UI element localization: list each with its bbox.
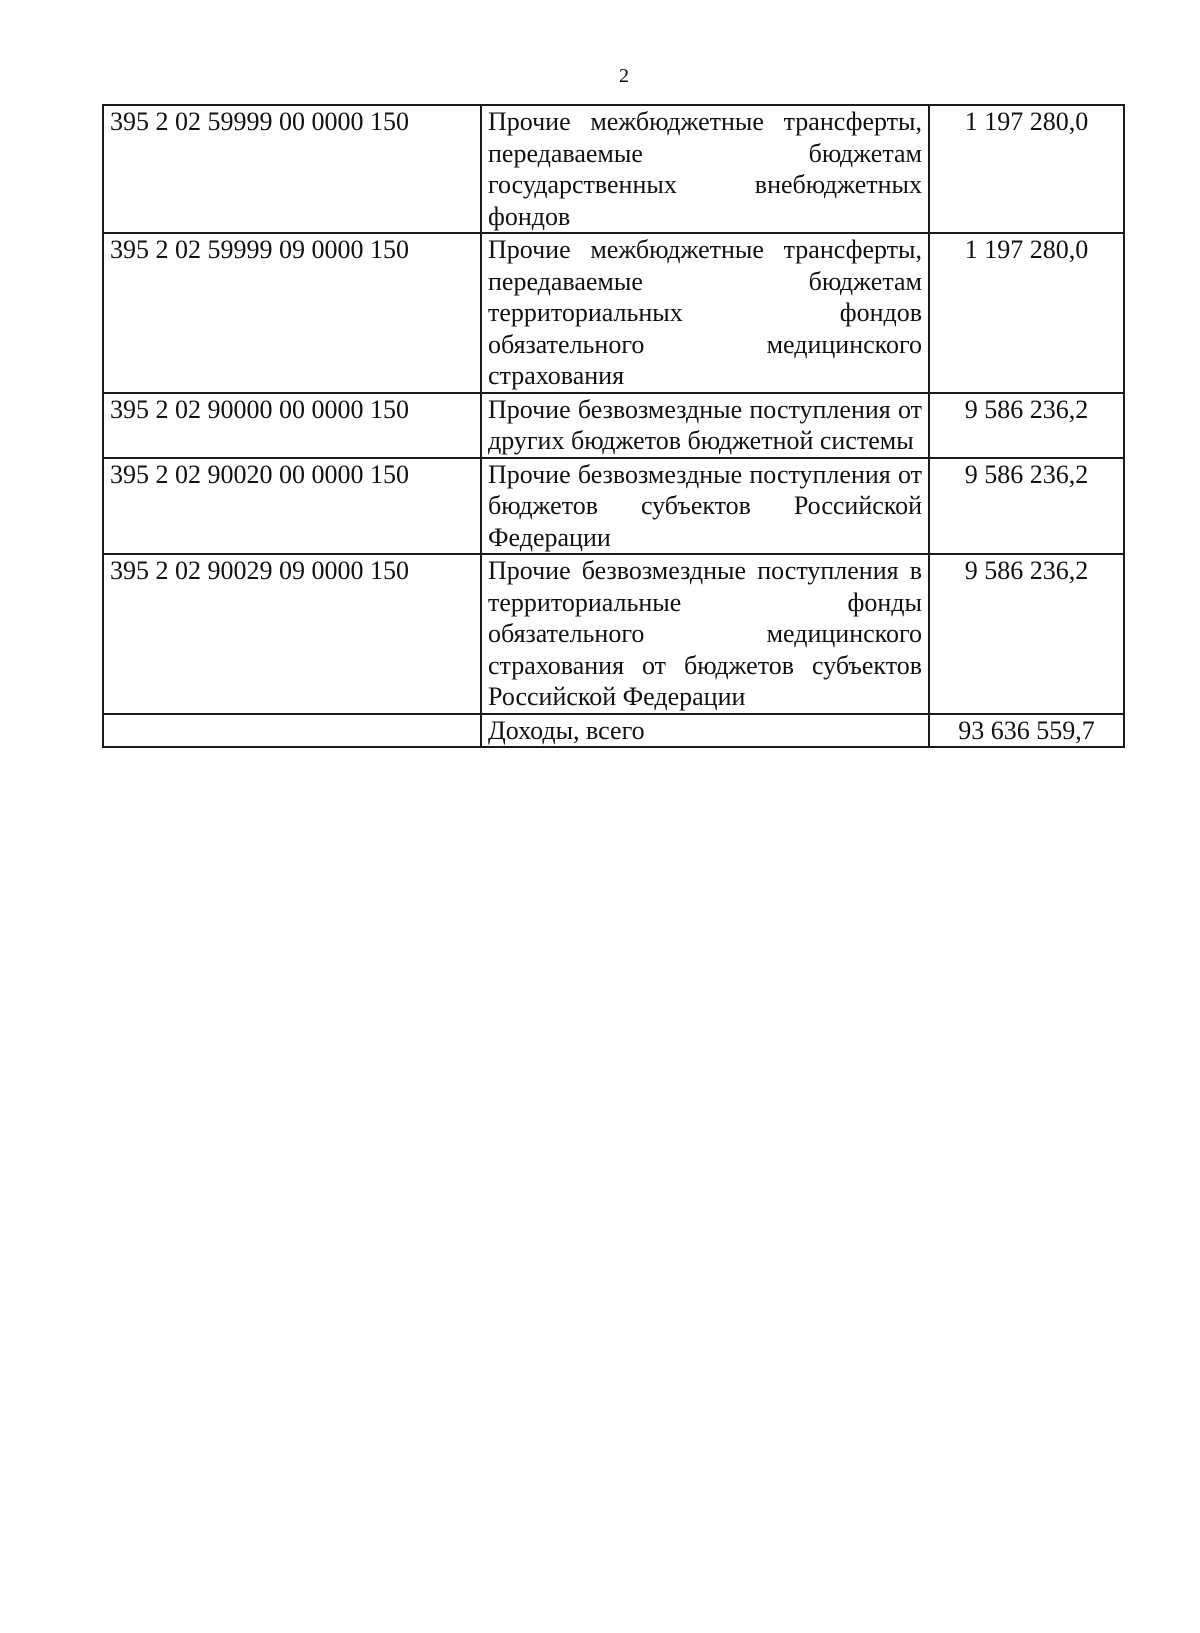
total-row — [103, 714, 1124, 748]
revenue-name-cell: Прочие безвозмездные поступления от других бюджетов бюджетной системы — [481, 393, 929, 458]
table-row — [103, 233, 1124, 393]
total-code-cell — [103, 714, 481, 748]
amount-cell: 9 586 236,2 — [929, 393, 1124, 458]
budget-code-cell: 395 2 02 59999 00 0000 150 — [103, 105, 481, 233]
amount-cell: 9 586 236,2 — [929, 458, 1124, 555]
total-label-cell: Доходы, всего — [481, 714, 929, 748]
amount-cell: 1 197 280,0 — [929, 105, 1124, 233]
revenue-name-cell: Прочие межбюджетные трансферты, передаваемые бюджетам государственных внебюджетных фондов — [481, 105, 929, 233]
revenue-name-cell: Прочие межбюджетные трансферты, передаваемые бюджетам территориальных фондов обязательного медицинского страхования — [481, 233, 929, 393]
amount-cell: 9 586 236,2 — [929, 554, 1124, 714]
table-row — [103, 458, 1124, 555]
revenue-table — [102, 104, 1125, 748]
budget-code-cell: 395 2 02 90020 00 0000 150 — [103, 458, 481, 555]
budget-code-cell: 395 2 02 59999 09 0000 150 — [103, 233, 481, 393]
budget-code-cell: 395 2 02 90000 00 0000 150 — [103, 393, 481, 458]
total-amount-cell: 93 636 559,7 — [929, 714, 1124, 748]
amount-cell: 1 197 280,0 — [929, 233, 1124, 393]
revenue-name-cell: Прочие безвозмездные поступления в территориальные фонды обязательного медицинского страхования от бюджетов субъектов Российской Федерации — [481, 554, 929, 714]
table-row — [103, 554, 1124, 714]
table-row — [103, 105, 1124, 233]
table-row — [103, 393, 1124, 458]
page-number: 2 — [619, 65, 629, 87]
budget-code-cell: 395 2 02 90029 09 0000 150 — [103, 554, 481, 714]
revenue-name-cell: Прочие безвозмездные поступления от бюджетов субъектов Российской Федерации — [481, 458, 929, 555]
